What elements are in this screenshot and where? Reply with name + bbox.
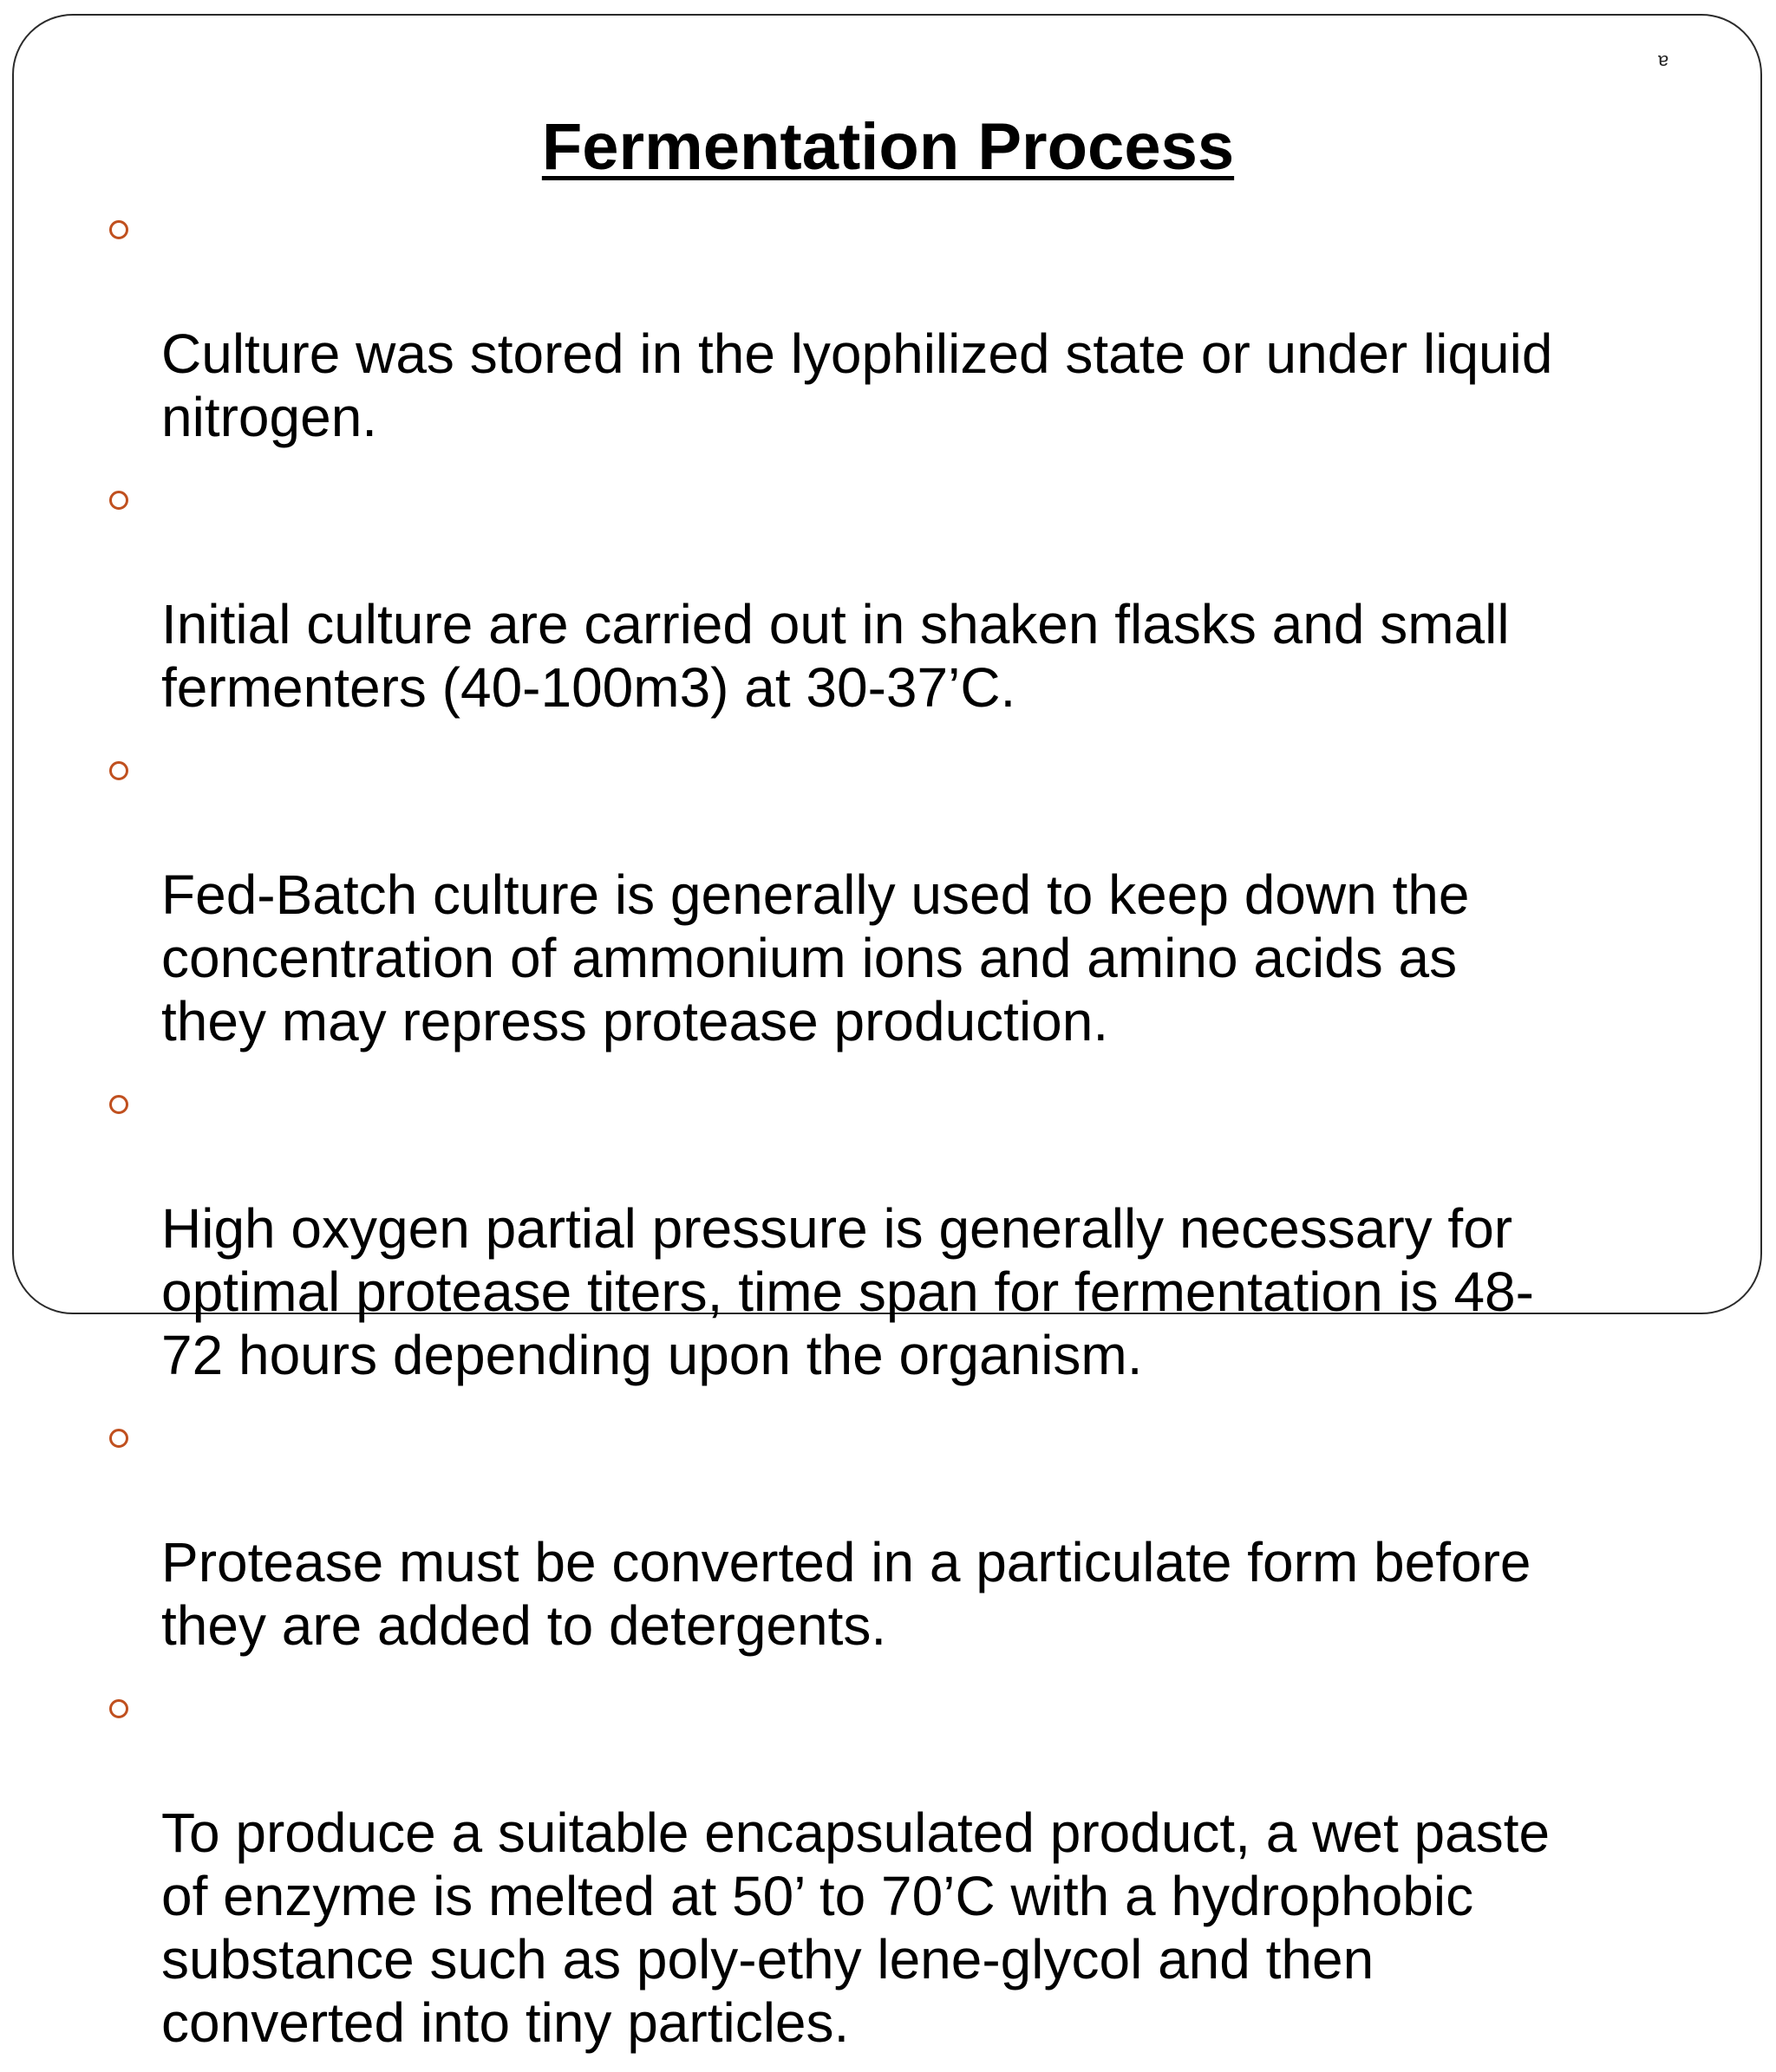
bullet-text: Culture was stored in the lyophilized state or under liquid nitrogen. bbox=[161, 323, 1553, 448]
bullet-item bbox=[102, 196, 1663, 449]
slide-title-text: Fermentation Process bbox=[541, 110, 1235, 184]
bullet-text: High oxygen partial pressure is generally necessary for optimal protease titers, time span for fermentation is 48- 72 hours depending upon the organism. bbox=[161, 1197, 1534, 1386]
circle-bullet-icon bbox=[109, 1699, 128, 1718]
slide-number: a bbox=[1658, 51, 1669, 73]
bullet-item bbox=[102, 1071, 1663, 1387]
bullet-text: Protease must be converted in a particulate form before they are added to detergents. bbox=[161, 1531, 1531, 1657]
circle-bullet-icon bbox=[109, 1429, 128, 1448]
circle-bullet-icon bbox=[109, 220, 128, 239]
bullet-item bbox=[102, 737, 1663, 1053]
bullet-list bbox=[102, 196, 1663, 2072]
circle-bullet-icon bbox=[109, 491, 128, 510]
circle-bullet-icon bbox=[109, 1095, 128, 1114]
bullet-text: Initial culture are carried out in shaken flasks and small fermenters (40-100m3) at 30-37’C. bbox=[161, 593, 1510, 719]
slide-title bbox=[0, 108, 1776, 187]
bullet-text: Fed-Batch culture is generally used to keep down the concentration of ammonium ions and amino acids as they may repress protease production. bbox=[161, 863, 1470, 1052]
bullet-item bbox=[102, 1404, 1663, 1658]
bullet-text: To produce a suitable encapsulated product, a wet paste of enzyme is melted at 50’ to 70’C with a hydrophobic substance such as poly-ethy lene-glycol and then converted into tiny particles. bbox=[161, 1802, 1551, 2054]
bullet-item bbox=[102, 466, 1663, 720]
circle-bullet-icon bbox=[109, 761, 128, 780]
bullet-item bbox=[102, 1675, 1663, 2055]
